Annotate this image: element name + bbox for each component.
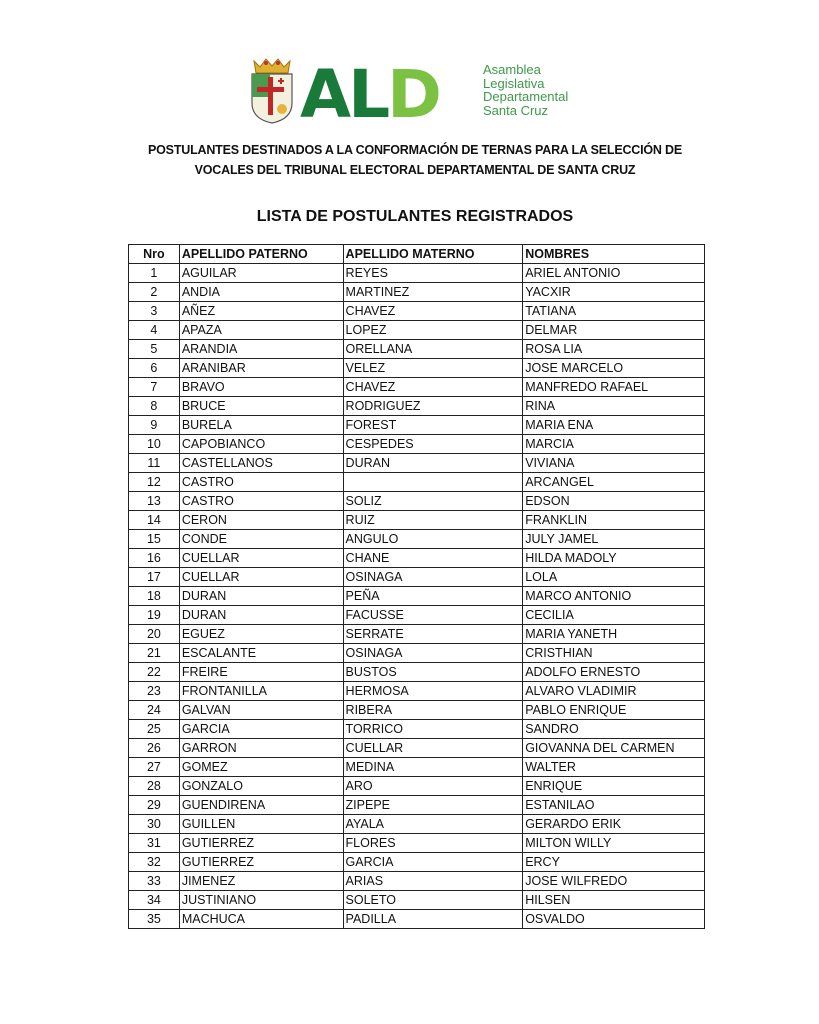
table-body (129, 264, 705, 929)
table-row (129, 264, 705, 283)
cell-nro: 30 (129, 815, 180, 834)
cell-apellido-paterno: GARCIA (179, 720, 343, 739)
table-row (129, 625, 705, 644)
cell-nro: 13 (129, 492, 180, 511)
table-row (129, 777, 705, 796)
cell-apellido-materno: ARO (343, 777, 523, 796)
table-row (129, 321, 705, 340)
table-row (129, 378, 705, 397)
cell-nro: 12 (129, 473, 180, 492)
cell-nro: 31 (129, 834, 180, 853)
cell-nombres: JOSE WILFREDO (523, 872, 705, 891)
table-row (129, 815, 705, 834)
column-header-apellido-paterno: APELLIDO PATERNO (179, 245, 343, 264)
cell-nro: 10 (129, 435, 180, 454)
cell-nombres: FRANKLIN (523, 511, 705, 530)
cell-nombres: JULY JAMEL (523, 530, 705, 549)
subtitle-line-2: VOCALES DEL TRIBUNAL ELECTORAL DEPARTAMENTAL DE SANTA CRUZ (194, 163, 636, 177)
cell-nro: 14 (129, 511, 180, 530)
table-row (129, 758, 705, 777)
cell-nombres: MARCO ANTONIO (523, 587, 705, 606)
cell-apellido-materno: RUIZ (343, 511, 523, 530)
cell-nombres: EDSON (523, 492, 705, 511)
applicants-table (128, 244, 705, 929)
cell-apellido-materno: BUSTOS (343, 663, 523, 682)
cell-nombres: ENRIQUE (523, 777, 705, 796)
cell-apellido-paterno: BURELA (179, 416, 343, 435)
cell-nro: 26 (129, 739, 180, 758)
ald-wordmark: A L D (300, 56, 439, 133)
cell-apellido-paterno: EGUEZ (179, 625, 343, 644)
cell-apellido-paterno: CUELLAR (179, 549, 343, 568)
cell-nombres: RINA (523, 397, 705, 416)
org-name-line: Santa Cruz (483, 102, 549, 118)
cell-nombres: HILSEN (523, 891, 705, 910)
cell-apellido-paterno: AÑEZ (179, 302, 343, 321)
cell-apellido-paterno: GUTIERREZ (179, 853, 343, 872)
table-row (129, 302, 705, 321)
cell-nro: 3 (129, 302, 180, 321)
cell-apellido-paterno: BRAVO (179, 378, 343, 397)
table-row (129, 663, 705, 682)
cell-nro: 21 (129, 644, 180, 663)
table-row (129, 739, 705, 758)
cell-nro: 19 (129, 606, 180, 625)
cell-nro: 17 (129, 568, 180, 587)
cell-nro: 20 (129, 625, 180, 644)
cell-nombres: MILTON WILLY (523, 834, 705, 853)
table-row (129, 910, 705, 929)
table-row (129, 853, 705, 872)
cell-apellido-materno: HERMOSA (343, 682, 523, 701)
cell-apellido-materno: SOLIZ (343, 492, 523, 511)
cell-nombres: GIOVANNA DEL CARMEN (523, 739, 705, 758)
cell-nro: 33 (129, 872, 180, 891)
cell-apellido-materno: MEDINA (343, 758, 523, 777)
table-row (129, 682, 705, 701)
cell-nombres: CECILIA (523, 606, 705, 625)
cell-nombres: MARIA ENA (523, 416, 705, 435)
cell-apellido-paterno: GONZALO (179, 777, 343, 796)
column-header-apellido-materno: APELLIDO MATERNO (343, 245, 523, 264)
table-row (129, 416, 705, 435)
cell-apellido-materno: CHAVEZ (343, 378, 523, 397)
cell-apellido-paterno: GUILLEN (179, 815, 343, 834)
cell-nro: 24 (129, 701, 180, 720)
cell-apellido-paterno: MACHUCA (179, 910, 343, 929)
document-subtitle (120, 140, 710, 180)
cell-nro: 15 (129, 530, 180, 549)
cell-nro: 11 (129, 454, 180, 473)
cell-nombres: OSVALDO (523, 910, 705, 929)
cell-apellido-paterno: CASTELLANOS (179, 454, 343, 473)
cell-nro: 23 (129, 682, 180, 701)
cell-nro: 32 (129, 853, 180, 872)
cell-nro: 2 (129, 283, 180, 302)
list-title: LISTA DE POSTULANTES REGISTRADOS (256, 208, 574, 225)
cell-nro: 7 (129, 378, 180, 397)
cell-nombres: DELMAR (523, 321, 705, 340)
cell-apellido-paterno: DURAN (179, 606, 343, 625)
cell-apellido-paterno: DURAN (179, 587, 343, 606)
cell-nombres: MARIA YANETH (523, 625, 705, 644)
cell-apellido-paterno: ARANDIA (179, 340, 343, 359)
cell-nro: 34 (129, 891, 180, 910)
cell-apellido-paterno: CERON (179, 511, 343, 530)
cell-apellido-materno: ANGULO (343, 530, 523, 549)
cell-apellido-materno: ZIPEPE (343, 796, 523, 815)
cell-apellido-paterno: GARRON (179, 739, 343, 758)
cell-apellido-paterno: GUTIERREZ (179, 834, 343, 853)
table-row (129, 511, 705, 530)
cell-apellido-materno: PADILLA (343, 910, 523, 929)
cell-nombres: ESTANILAO (523, 796, 705, 815)
table-row (129, 891, 705, 910)
cell-apellido-materno: CHAVEZ (343, 302, 523, 321)
cell-nro: 28 (129, 777, 180, 796)
column-header-nro: Nro (129, 245, 180, 264)
cell-nombres: ROSA LIA (523, 340, 705, 359)
table-row (129, 720, 705, 739)
cell-apellido-materno: TORRICO (343, 720, 523, 739)
cell-nombres: ALVARO VLADIMIR (523, 682, 705, 701)
cell-apellido-paterno: ESCALANTE (179, 644, 343, 663)
cell-nombres: JOSE MARCELO (523, 359, 705, 378)
org-name-line: Departamental (483, 89, 569, 104)
cell-apellido-paterno: CUELLAR (179, 568, 343, 587)
cell-nombres: VIVIANA (523, 454, 705, 473)
santa-cruz-coat-of-arms-icon (248, 57, 296, 125)
cell-nro: 29 (129, 796, 180, 815)
cell-apellido-materno: FOREST (343, 416, 523, 435)
cell-nro: 8 (129, 397, 180, 416)
cell-apellido-materno: RIBERA (343, 701, 523, 720)
table-row (129, 359, 705, 378)
cell-apellido-materno: OSINAGA (343, 644, 523, 663)
cell-apellido-materno: ORELLANA (343, 340, 523, 359)
table-row (129, 473, 705, 492)
cell-nombres: GERARDO ERIK (523, 815, 705, 834)
cell-apellido-materno: CESPEDES (343, 435, 523, 454)
cell-apellido-materno: PEÑA (343, 587, 523, 606)
cell-nombres: ARCANGEL (523, 473, 705, 492)
cell-nro: 25 (129, 720, 180, 739)
cell-apellido-materno: OSINAGA (343, 568, 523, 587)
org-name-line: Legislativa (483, 75, 545, 91)
cell-nombres: MANFREDO RAFAEL (523, 378, 705, 397)
cell-apellido-paterno: FRONTANILLA (179, 682, 343, 701)
cell-nro: 1 (129, 264, 180, 283)
cell-apellido-materno: RODRIGUEZ (343, 397, 523, 416)
cell-apellido-paterno: CASTRO (179, 473, 343, 492)
cell-apellido-materno: CHANE (343, 549, 523, 568)
cell-apellido-paterno: CAPOBIANCO (179, 435, 343, 454)
table-row (129, 796, 705, 815)
table-row (129, 397, 705, 416)
cell-apellido-paterno: JIMENEZ (179, 872, 343, 891)
cell-nro: 9 (129, 416, 180, 435)
table-row (129, 530, 705, 549)
cell-nombres: LOLA (523, 568, 705, 587)
table-row (129, 492, 705, 511)
org-name-line: Asamblea (483, 62, 541, 77)
cell-apellido-paterno: CASTRO (179, 492, 343, 511)
cell-nro: 6 (129, 359, 180, 378)
cell-nombres: PABLO ENRIQUE (523, 701, 705, 720)
cell-nro: 5 (129, 340, 180, 359)
table-row (129, 587, 705, 606)
cell-nombres: WALTER (523, 758, 705, 777)
cell-nombres: CRISTHIAN (523, 644, 705, 663)
table-row (129, 340, 705, 359)
cell-nombres: SANDRO (523, 720, 705, 739)
cell-apellido-paterno: GUENDIRENA (179, 796, 343, 815)
cell-nombres: MARCIA (523, 435, 705, 454)
cell-apellido-paterno: FREIRE (179, 663, 343, 682)
cell-nombres: HILDA MADOLY (523, 549, 705, 568)
table-row (129, 834, 705, 853)
cell-apellido-paterno: CONDE (179, 530, 343, 549)
table-row (129, 435, 705, 454)
column-header-nombres: NOMBRES (523, 245, 705, 264)
cell-apellido-paterno: AGUILAR (179, 264, 343, 283)
cell-apellido-materno: SERRATE (343, 625, 523, 644)
table-row (129, 549, 705, 568)
cell-apellido-materno: ARIAS (343, 872, 523, 891)
cell-nro: 18 (129, 587, 180, 606)
cell-apellido-materno: LOPEZ (343, 321, 523, 340)
cell-apellido-materno: CUELLAR (343, 739, 523, 758)
table-row (129, 283, 705, 302)
table-row (129, 568, 705, 587)
table-row (129, 454, 705, 473)
cell-nro: 27 (129, 758, 180, 777)
cell-nombres: TATIANA (523, 302, 705, 321)
cell-apellido-paterno: BRUCE (179, 397, 343, 416)
org-name (483, 63, 568, 117)
table-row (129, 872, 705, 891)
cell-nro: 22 (129, 663, 180, 682)
cell-apellido-paterno: ANDIA (179, 283, 343, 302)
cell-apellido-materno: FACUSSE (343, 606, 523, 625)
cell-apellido-paterno: JUSTINIANO (179, 891, 343, 910)
cell-apellido-materno: DURAN (343, 454, 523, 473)
ald-logo (248, 56, 588, 133)
cell-nombres: ADOLFO ERNESTO (523, 663, 705, 682)
cell-apellido-materno: FLORES (343, 834, 523, 853)
subtitle-line-1: POSTULANTES DESTINADOS A LA CONFORMACIÓN DE TERNAS PARA LA SELECCIÓN DE (148, 143, 682, 157)
cell-apellido-materno: SOLETO (343, 891, 523, 910)
cell-nro: 16 (129, 549, 180, 568)
cell-nombres: ERCY (523, 853, 705, 872)
cell-nro: 4 (129, 321, 180, 340)
cell-apellido-paterno: ARANIBAR (179, 359, 343, 378)
cell-apellido-materno: AYALA (343, 815, 523, 834)
cell-apellido-paterno: GOMEZ (179, 758, 343, 777)
cell-nro: 35 (129, 910, 180, 929)
table-row (129, 644, 705, 663)
table-row (129, 606, 705, 625)
cell-nombres: ARIEL ANTONIO (523, 264, 705, 283)
cell-apellido-materno: GARCIA (343, 853, 523, 872)
cell-apellido-materno: MARTINEZ (343, 283, 523, 302)
cell-nombres: YACXIR (523, 283, 705, 302)
table-header-row (129, 245, 705, 264)
cell-apellido-materno: REYES (343, 264, 523, 283)
cell-apellido-materno: VELEZ (343, 359, 523, 378)
table-row (129, 701, 705, 720)
cell-apellido-materno (343, 473, 523, 492)
cell-apellido-paterno: GALVAN (179, 701, 343, 720)
cell-apellido-paterno: APAZA (179, 321, 343, 340)
